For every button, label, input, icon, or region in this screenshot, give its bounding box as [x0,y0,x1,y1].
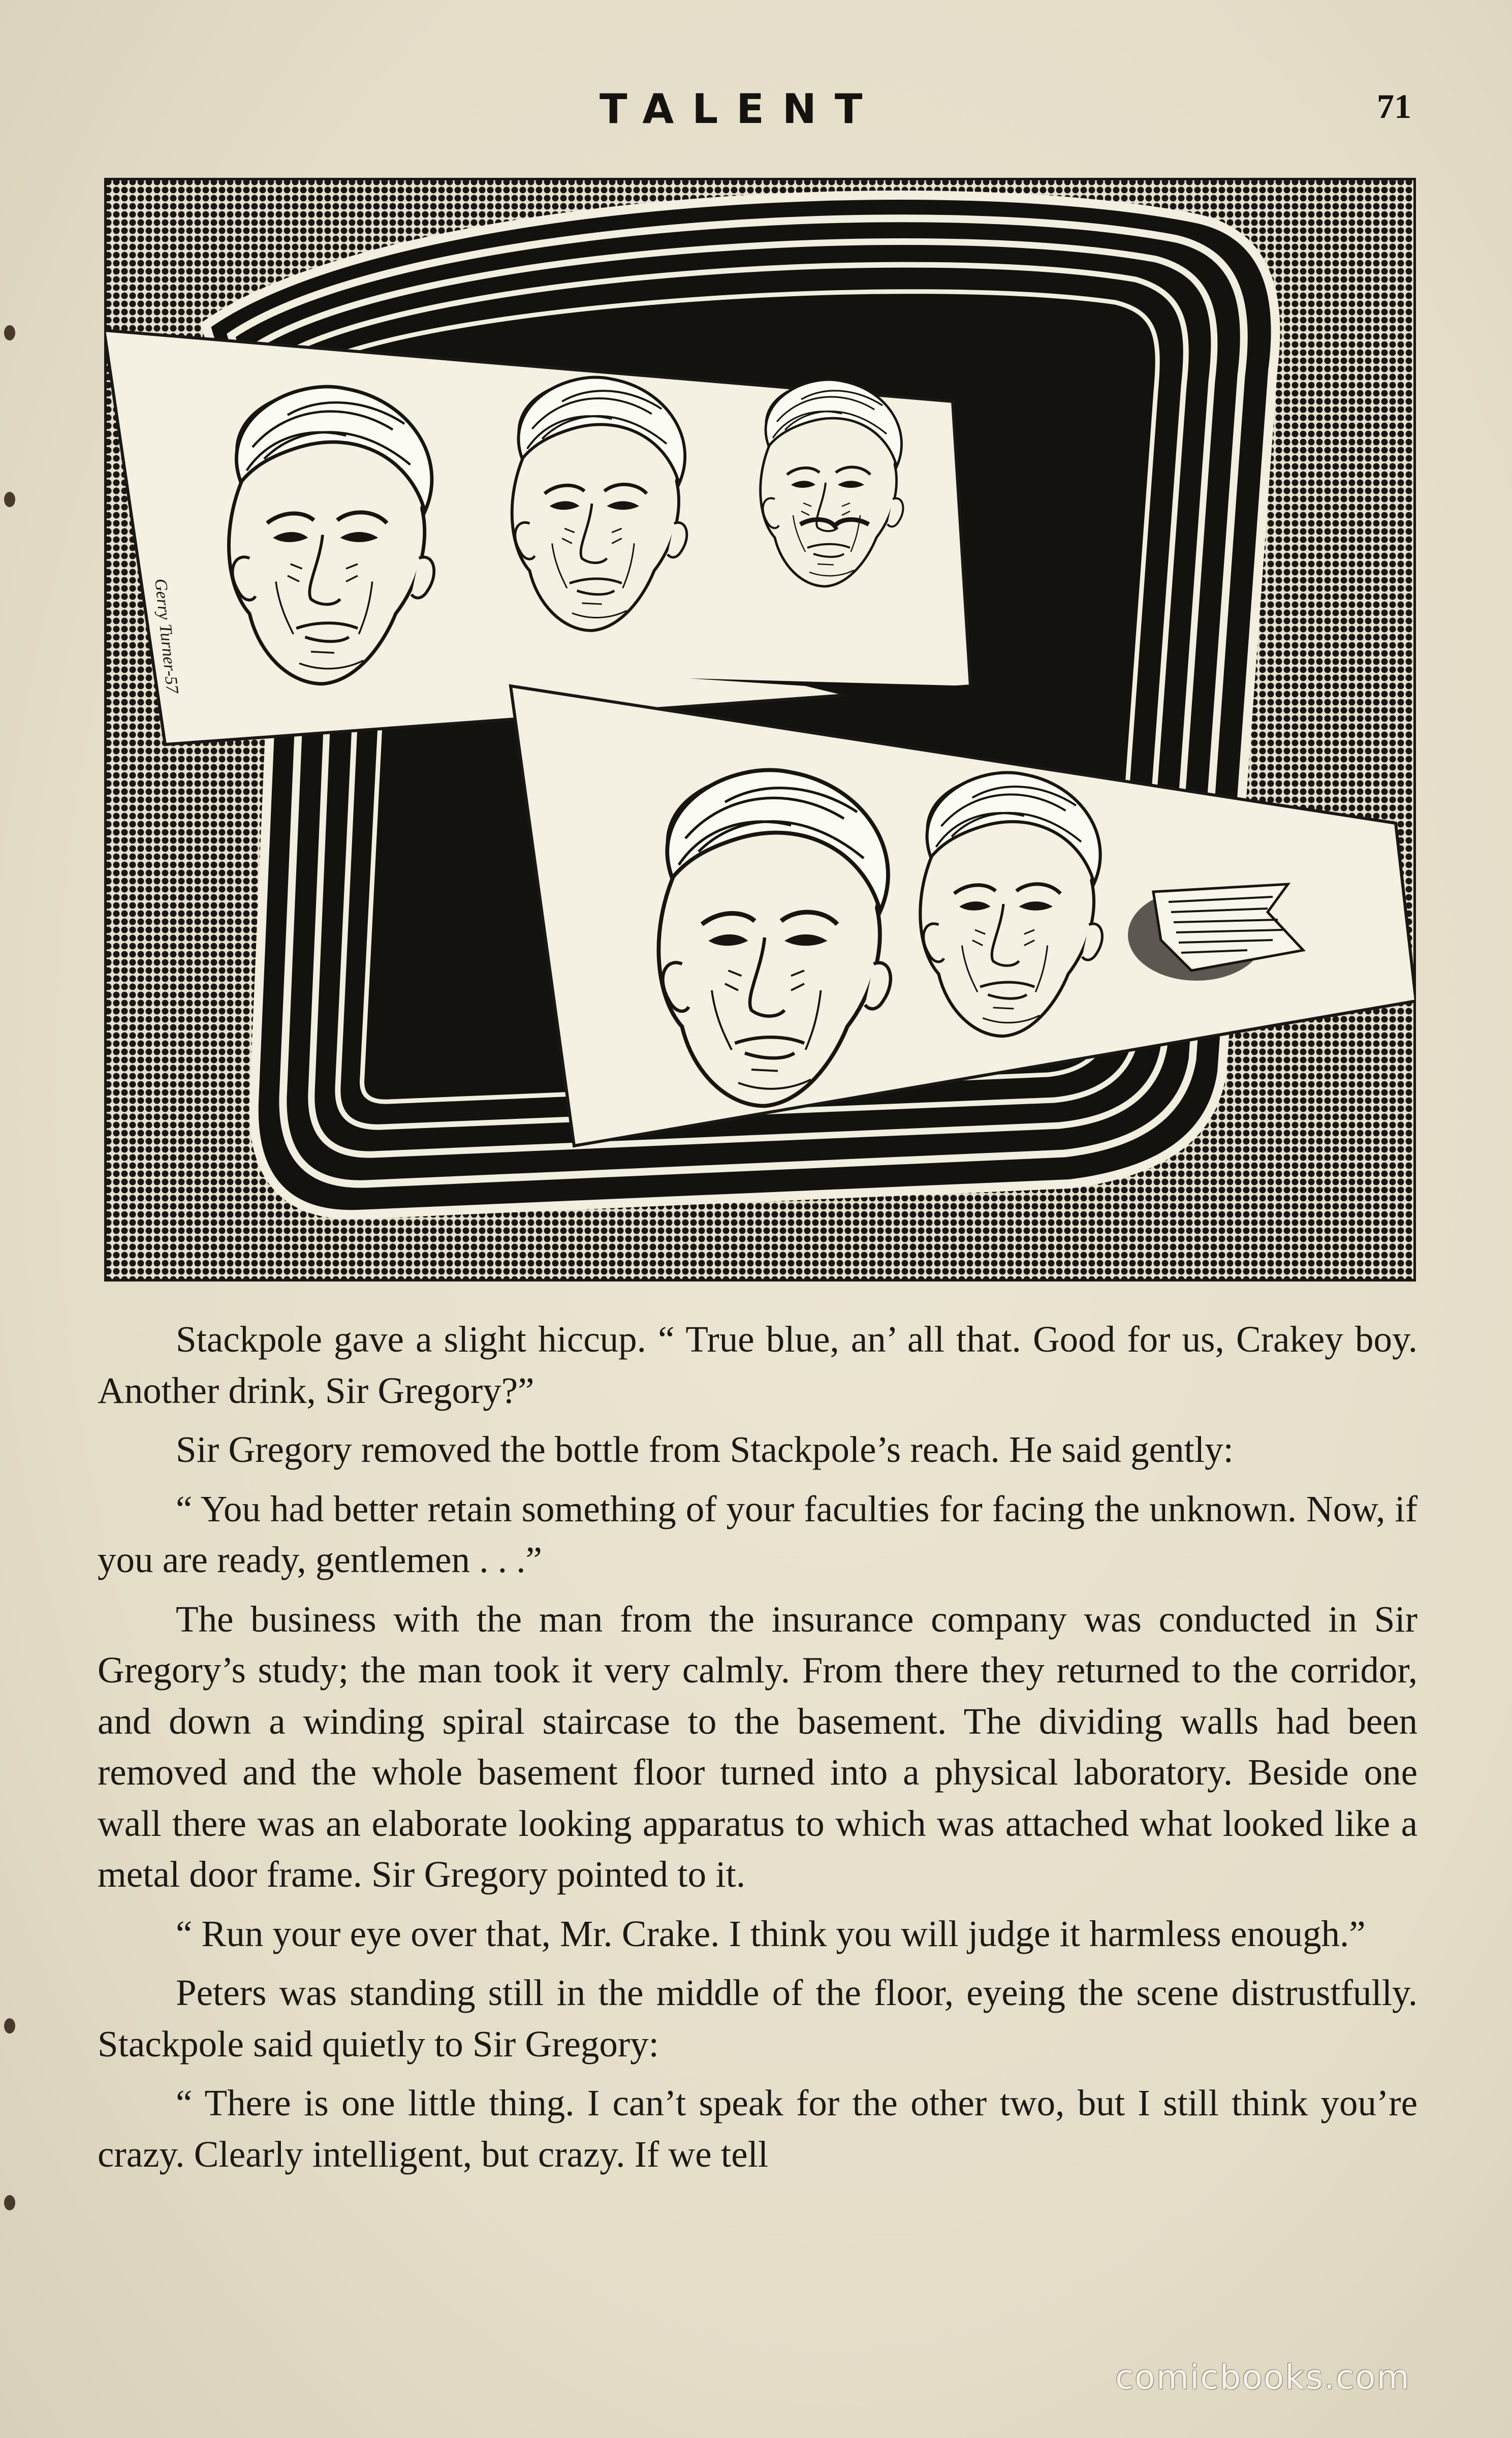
binding-mark [4,2018,15,2034]
illustration [104,178,1416,1281]
paragraph: “ You had better retain something of your faculties for facing the unknown. Now, if you are ready, gentlemen . . .” [98,1488,1418,1580]
paragraph: “ There is one little thing. I can’t speak for the other two, but I still think you’re crazy. Clearly intelligent, but crazy. If we tell [98,2082,1418,2175]
binding-mark [4,2195,15,2210]
page-number: 71 [1377,87,1411,126]
binding-mark [4,492,15,507]
binding-mark [4,325,15,340]
paragraph: Sir Gregory removed the bottle from Stackpole’s reach. He said gently: [176,1429,1234,1470]
paragraph: Stackpole gave a slight hiccup. “ True blue, an’ all that. Good for us, Crakey boy. Another drink, Sir Gregory?” [98,1319,1418,1411]
artist-signature: Gerry Turner-57 [151,577,182,695]
paragraph: Peters was standing still in the middle of the floor, eyeing the scene distrustfully. Stackpole said quietly to Sir Gregory: [98,1972,1418,2065]
paragraph: “ Run your eye over that, Mr. Crake. I think you will judge it harmless enough.” [176,1913,1366,1954]
running-title: TALENT [600,85,881,133]
paragraph: The business with the man from the insurance company was conducted in Sir Gregory’s study; the man took it very calmly. From there they returned to the corridor, and down a winding spiral staircase to the basement. The dividing walls had been removed and the whole basement floor turned into a physical laboratory. Beside one wall there was an elaborate looking apparatus to which was attached what looked like a metal door frame. Sir Gregory pointed to it. [98,1598,1418,1895]
body-text [98,1314,1418,2188]
watermark: comicbooks.com [1115,2358,1410,2397]
